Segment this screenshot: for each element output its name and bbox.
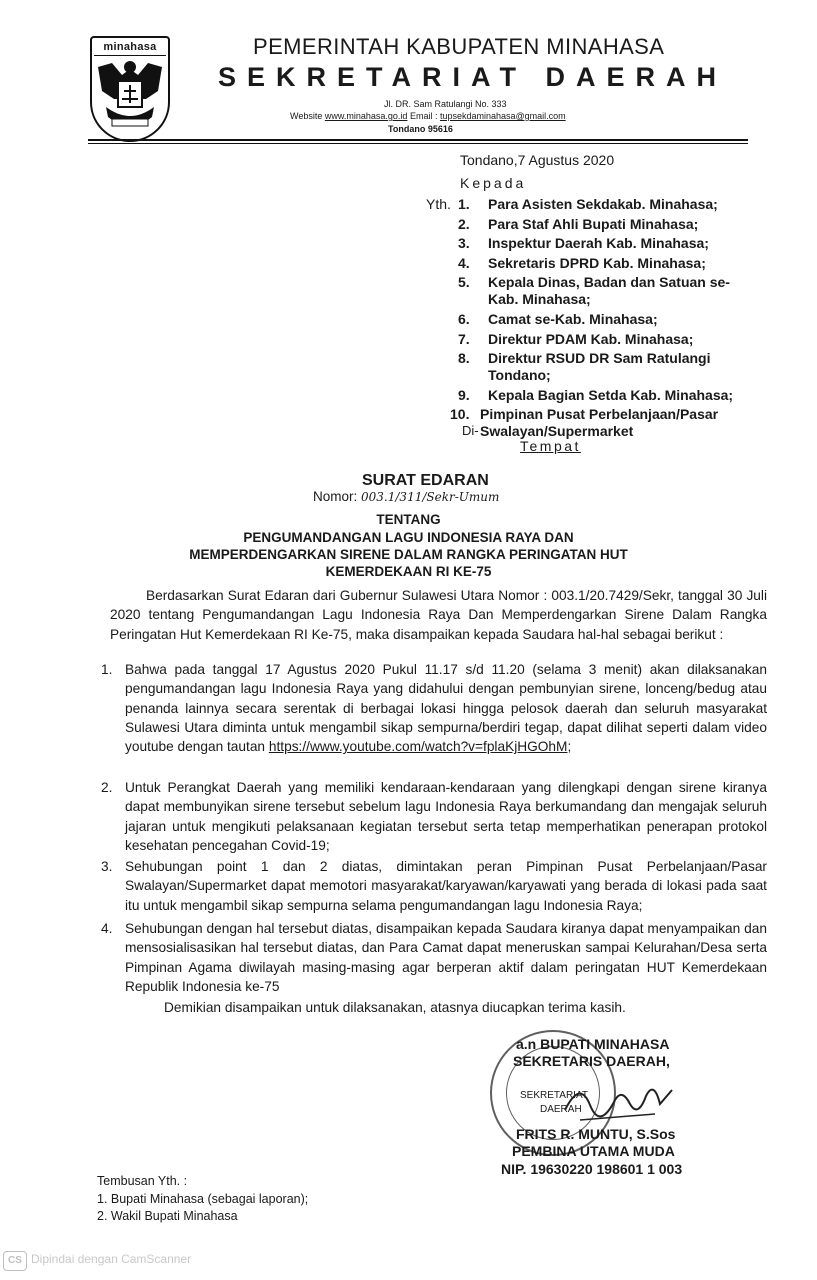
recipient-number: 6.: [458, 311, 470, 327]
point-3: [101, 857, 767, 915]
signatory-on-behalf: a.n BUPATI MINAHASA: [516, 1036, 670, 1052]
point-4: [101, 919, 767, 996]
signatory-nip: NIP. 19630220 198601 1 003: [501, 1161, 683, 1177]
recipient-item: [458, 196, 718, 213]
recipient-item: [458, 350, 710, 384]
office-name: SEKRETARIAT DAERAH: [218, 62, 728, 92]
recipient-item: [458, 331, 693, 348]
scanner-text: Dipindai dengan CamScanner: [31, 1252, 192, 1266]
recipient-item: [458, 216, 698, 233]
about-heading: TENTANG: [376, 512, 441, 527]
stamp-text-1: SEKRETARIAT: [520, 1090, 588, 1101]
recipient-item: [458, 255, 706, 272]
subject-line-3: KEMERDEKAAN RI KE-75: [325, 564, 492, 579]
point-number: 2.: [101, 780, 113, 795]
recipient-item: [458, 274, 730, 308]
signatory-name: FRITS R. MUNTU, S.Sos: [516, 1126, 676, 1142]
recipient-number: 7.: [458, 330, 470, 347]
number-handwritten: 003.1/311/Sekr-Umum: [361, 490, 500, 504]
recipient-number: 4.: [458, 254, 470, 271]
email-label: Email :: [409, 111, 438, 121]
scanner-watermark: [0, 1248, 230, 1272]
recipient-number: 2.: [458, 215, 470, 232]
point-number: 1.: [101, 662, 113, 677]
recipient-text: Direktur RSUD DR Sam Ratulangi: [488, 350, 711, 367]
website-label: Website: [290, 111, 323, 121]
letterhead-divider-thin: [88, 143, 748, 144]
camscanner-icon: CS: [3, 1251, 27, 1271]
city-zip: Tondano 95616: [388, 124, 453, 134]
letterhead-divider: [88, 139, 748, 141]
recipient-text: Tondano;: [488, 367, 551, 384]
recipient-number: 5.: [458, 274, 470, 291]
di-label: Di-: [462, 423, 479, 438]
stamp-text-2: DAERAH: [540, 1104, 582, 1115]
recipient-text: Para Asisten Sekdakab. Minahasa;: [488, 196, 718, 212]
recipient-text: Direktur PDAM Kab. Minahasa;: [488, 330, 694, 347]
logo-text: minahasa: [94, 40, 166, 56]
recipient-number: 8.: [458, 350, 470, 367]
yth-label: Yth.: [426, 196, 451, 212]
recipient-item: [450, 406, 718, 440]
subject-line-2: MEMPERDENGARKAN SIRENE DALAM RANGKA PERINGATAN HUT: [189, 547, 628, 562]
cc-item-2: 2. Wakil Bupati Minahasa: [97, 1209, 238, 1223]
recipient-number: 3.: [458, 235, 470, 252]
number-label: Nomor:: [313, 489, 358, 504]
signatory-rank: PEMBINA UTAMA MUDA: [512, 1143, 675, 1159]
recipient-number: 1.: [458, 196, 470, 212]
government-name: PEMERINTAH KABUPATEN MINAHASA: [253, 34, 665, 59]
subject-line-1: PENGUMANDANGAN LAGU INDONESIA RAYA DAN: [243, 530, 574, 545]
recipient-text: Kepala Bagian Setda Kab. Minahasa;: [488, 386, 734, 403]
closing-text: Demikian disampaikan untuk dilaksanakan, atasnya diucapkan terima kasih.: [164, 1000, 626, 1015]
website-link[interactable]: www.minahasa.go.id: [324, 111, 408, 121]
recipient-number: 10.: [450, 406, 470, 423]
point-text: Bahwa pada tanggal 17 Agustus 2020 Pukul 11.17 s/d 11.20 (selama 3 menit) akan dilaksanakan pengumandangan lagu Indonesia Raya yang didahului dengan pembunyian sirene, lonceng/bedug atau penanda lainnya secara serentak di berbagai lokasi hingga pelosok daerah dan seluruh masyarakat Sulawesi Utara diminta untuk mengambil sikap sempurna/berdiri tegap, dapat dilihat seperti dalam video youtube dengan tautan: [125, 662, 767, 755]
letter-number: [313, 489, 499, 504]
point-1: [101, 660, 767, 756]
eagle-emblem-icon: [92, 55, 168, 141]
to-label: Kepada: [460, 175, 527, 191]
intro-paragraph: [110, 586, 767, 644]
recipient-text: Kepala Dinas, Badan dan Satuan se-: [488, 274, 730, 291]
recipient-item: [458, 387, 733, 404]
recipient-item: [458, 235, 709, 252]
recipient-text: Pimpinan Pusat Perbelanjaan/Pasar: [480, 406, 719, 423]
letter-type: SURAT EDARAN: [362, 472, 489, 489]
regency-logo: [90, 36, 170, 142]
point-number: 4.: [101, 921, 113, 936]
cc-label: Tembusan Yth. :: [97, 1174, 188, 1188]
point-text: Sehubungan dengan hal tersebut diatas, disampaikan kepada Saudara kiranya dapat menyampaikan dan mensosialisasikan hal tersebut diatas, dan Para Camat dapat meneruskan sampai Kelurahan/Desa serta Pimpinan Agama diwilayah masing-masing agar berperan aktif dalam peringatan HUT Kemerdekaan Republik Indonesia ke-75: [125, 921, 767, 994]
youtube-link[interactable]: https://www.youtube.com/watch?v=fplaKjHGOhM: [268, 739, 568, 755]
recipient-text: Kab. Minahasa;: [488, 291, 591, 308]
recipient-text: Para Staf Ahli Bupati Minahasa;: [488, 215, 699, 232]
point-text: Untuk Perangkat Daerah yang memiliki kendaraan-kendaraan yang dilengkapi dengan sirene kiranya dapat membunyikan sirene tersebut sebelum lagu Indonesia Raya berkumandang dan mengajak seluruh jajaran untuk mengikuti pelaksanaan kegiatan tersebut serta tetap memperhatikan penerapan protokol kesehatan pencegahan Covid-19;: [125, 780, 767, 853]
point-text: Sehubungan point 1 dan 2 diatas, dimintakan peran Pimpinan Pusat Perbelanjaan/Pasar Swalayan/Supermarket dapat memotori masyarakat/karyawan/karyawati yang berada di lokasi pada saat itu untuk mengambil sikap sempurna selama pengumandangan lagu Indonesia Raya;: [125, 859, 767, 913]
recipient-text: Camat se-Kab. Minahasa;: [488, 311, 658, 327]
tempat-label: Tempat: [520, 438, 581, 454]
cc-item-1: 1. Bupati Minahasa (sebagai laporan);: [97, 1192, 309, 1206]
place-date: Tondano,7 Agustus 2020: [460, 152, 615, 168]
point-number: 3.: [101, 859, 113, 874]
office-address: Jl. DR. Sam Ratulangi No. 333: [384, 99, 507, 109]
email-link[interactable]: tupsekdaminahasa@gmail.com: [439, 111, 566, 121]
recipient-item: [458, 311, 658, 328]
point-suffix: ;: [567, 739, 572, 755]
recipient-text: Swalayan/Supermarket: [480, 423, 634, 440]
recipient-text: Sekretaris DPRD Kab. Minahasa;: [488, 254, 706, 271]
recipient-number: 9.: [458, 386, 470, 403]
intro-text: Berdasarkan Surat Edaran dari Gubernur Sulawesi Utara Nomor : 003.1/20.7429/Sekr, tanggal 30 Juli 2020 tentang Pengumandangan Lagu Indonesia Raya Dan Memperdengarkan Sirene Dalam Rangka Peringatan Hut Kemerdekaan RI Ke-75, maka disampaikan kepada Saudara hal-hal sebagai berikut :: [110, 588, 767, 642]
signatory-title: SEKRETARIS DAERAH,: [513, 1053, 670, 1069]
contact-line: [290, 111, 566, 121]
point-2: [101, 778, 767, 855]
recipient-text: Inspektur Daerah Kab. Minahasa;: [488, 235, 709, 252]
